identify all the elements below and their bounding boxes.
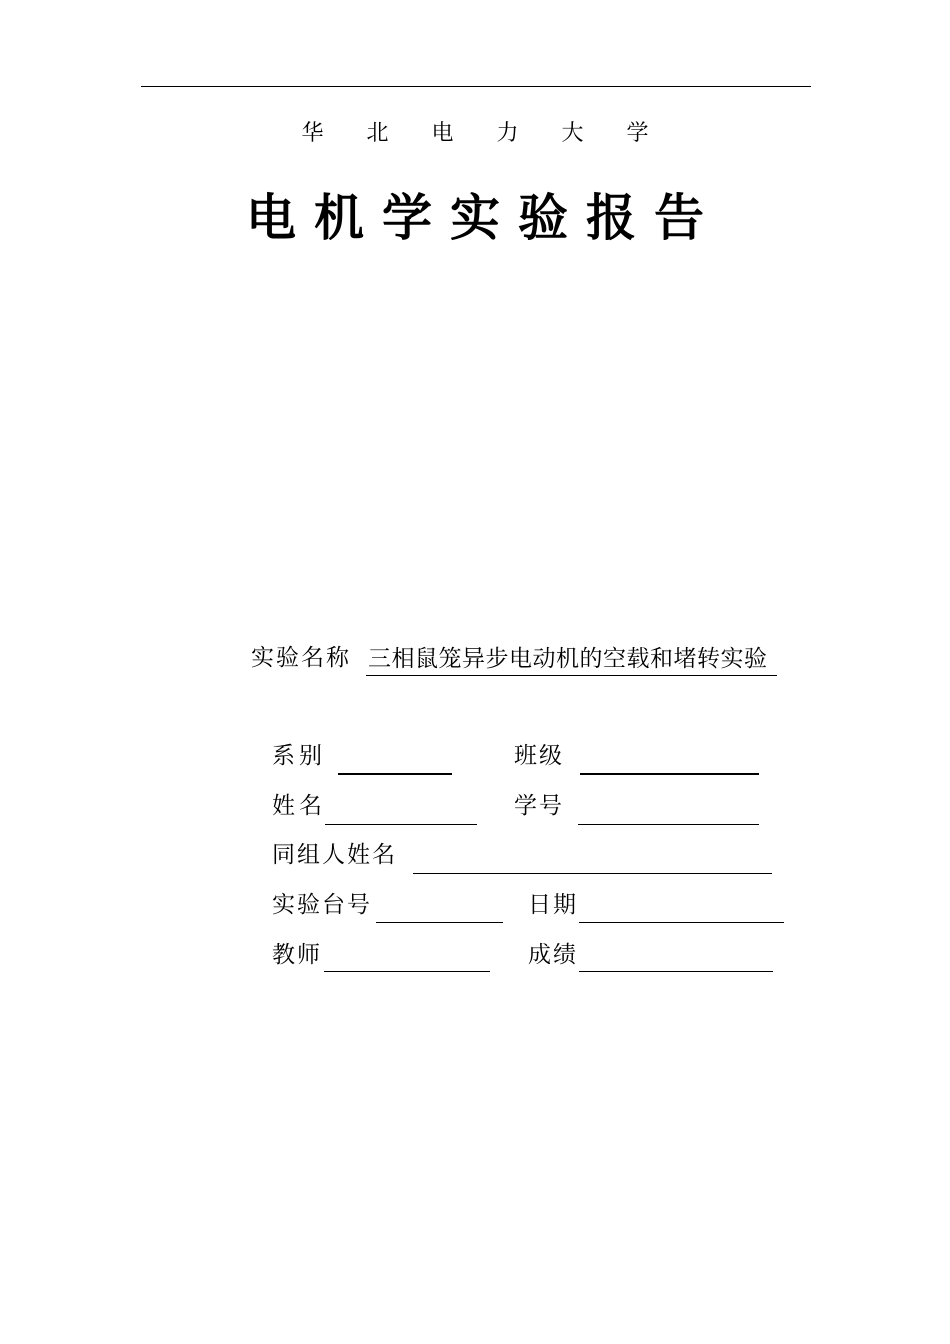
experiment-name-value[interactable]: 三相鼠笼异步电动机的空载和堵转实验 <box>368 646 768 672</box>
report-title: 电机学实验报告 <box>246 189 722 247</box>
name-label: 姓名 <box>272 793 326 819</box>
date-underline <box>579 922 784 923</box>
class-label: 班级 <box>514 743 564 769</box>
teacher-underline <box>324 971 490 972</box>
student-id-underline <box>578 824 759 825</box>
name-underline <box>325 824 477 825</box>
university-name: 华 北 电 力 大 学 <box>301 121 667 146</box>
department-label: 系别 <box>272 743 326 769</box>
bench-number-label: 实验台号 <box>272 892 372 918</box>
grade-underline <box>579 971 773 972</box>
department-underline <box>338 773 452 775</box>
group-members-label: 同组人姓名 <box>272 842 397 868</box>
top-rule <box>141 86 811 87</box>
class-underline <box>580 773 759 775</box>
date-label: 日期 <box>528 892 578 918</box>
bench-number-underline <box>376 922 503 923</box>
teacher-label: 教师 <box>272 942 322 968</box>
student-id-label: 学号 <box>514 793 564 819</box>
group-members-underline <box>413 873 772 874</box>
experiment-name-underline <box>366 675 777 676</box>
grade-label: 成绩 <box>528 942 578 968</box>
experiment-name-label: 实验名称 <box>251 645 351 671</box>
